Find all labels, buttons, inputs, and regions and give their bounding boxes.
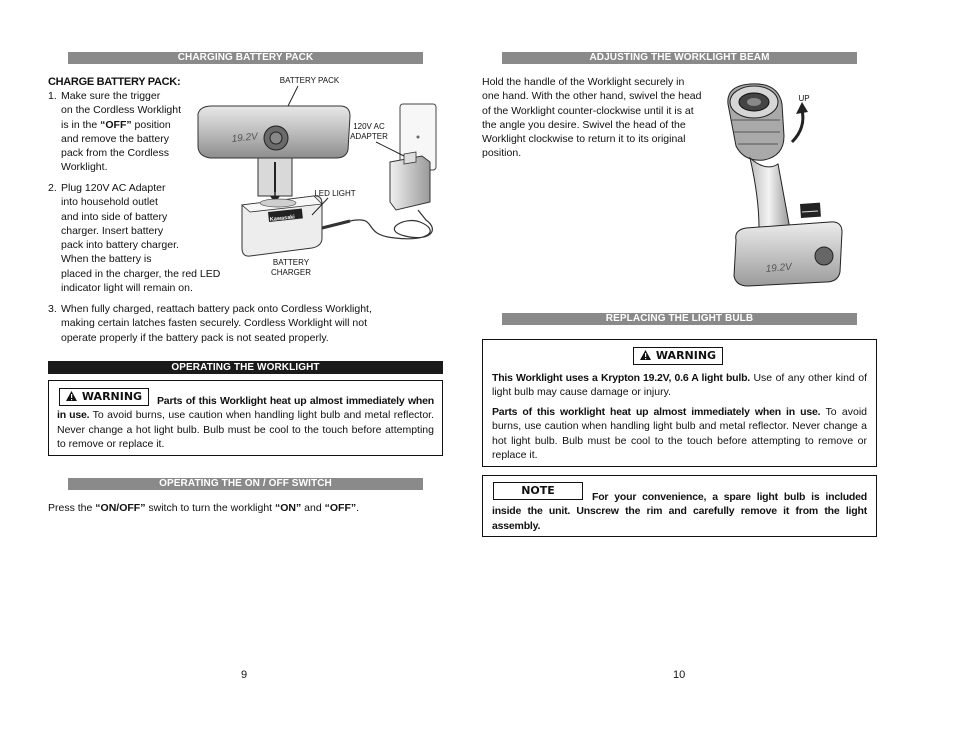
off-keyword: “OFF” bbox=[324, 502, 357, 514]
warning-bold-text: Parts of this Worklight heat up almost immediately when in use. bbox=[57, 395, 434, 422]
bulb-type-bold: This Worklight uses a Krypton 19.2V, 0.6 A light bulb. bbox=[492, 372, 751, 384]
step-1-line: on the Cordless Worklight bbox=[61, 104, 182, 117]
warning-text bbox=[57, 394, 434, 451]
adapter-label bbox=[340, 122, 398, 141]
step-2-number: 2. bbox=[48, 182, 57, 194]
adjust-line: Worklight clockwise to return it to its original bbox=[482, 133, 686, 146]
on-keyword: “ON” bbox=[275, 502, 302, 514]
step-1-line: Make sure the trigger bbox=[61, 90, 161, 102]
step-3-line: When fully charged, reattach battery pack onto Cordless Worklight, bbox=[61, 303, 372, 315]
adjust-line: of the Worklight counter-clockwise until it is at bbox=[482, 104, 694, 117]
warning-normal-text: To avoid burns, use caution when handling light bulb and metal reflector. Never change a hot light bulb. Bulb must be cool to the touch before attempting to remove or replace it. bbox=[57, 409, 435, 450]
page-number-left: 9 bbox=[241, 669, 248, 681]
bulb-parts-text bbox=[492, 405, 867, 462]
warning-badge-text: WARNING bbox=[81, 390, 143, 403]
step-2-line: into household outlet bbox=[61, 196, 158, 209]
adjust-line: the angle you desire. Swivel the head of the bbox=[482, 118, 686, 131]
bulb-warning-box bbox=[482, 339, 877, 467]
step-2-line: charger. Insert battery bbox=[61, 224, 164, 237]
adjusting-beam-text bbox=[482, 75, 722, 161]
warning-box bbox=[48, 380, 443, 456]
switch-instruction bbox=[48, 501, 359, 515]
step-2-line: indicator light will remain on. bbox=[61, 282, 193, 295]
warning-badge-text: WARNING bbox=[655, 349, 717, 362]
charge-battery-pack-title: CHARGE BATTERY PACK: bbox=[48, 76, 181, 88]
led-light-label: LED LIGHT bbox=[314, 189, 356, 198]
adjust-line: one hand. With the other hand, swivel the head bbox=[482, 90, 702, 103]
bulb-type-normal: Use of any other kind of light bulb may cause damage or injury. bbox=[492, 372, 867, 399]
bulb-parts-normal: To avoid burns, use caution when handling light bulb and metal reflector. Never change a hot light bulb. Bulb must be cool to the touch before attempting to remove or replace it. bbox=[492, 406, 867, 461]
worklight-voltage-mark: 19.2V bbox=[765, 261, 793, 275]
switch-text-part: switch to turn the worklight bbox=[145, 502, 276, 514]
note-box bbox=[482, 475, 877, 537]
charger-brand-mark: Kawasaki bbox=[269, 214, 296, 223]
step-3-line: making certain latches fasten securely. Cordless Worklight will not bbox=[61, 317, 367, 330]
adapter-label-line: 120V AC bbox=[353, 122, 385, 131]
charging-battery-pack-header: CHARGING BATTERY PACK bbox=[68, 52, 423, 64]
battery-pack-label: BATTERY PACK bbox=[279, 76, 340, 85]
step-1-line: Worklight. bbox=[61, 161, 108, 174]
replacing-bulb-header: REPLACING THE LIGHT BULB bbox=[502, 313, 857, 325]
warning-badge bbox=[633, 347, 723, 365]
step-1-line: and remove the battery bbox=[61, 132, 169, 145]
step-1-line-post: position bbox=[131, 118, 171, 131]
note-badge: NOTE bbox=[493, 482, 583, 500]
battery-charger-label bbox=[262, 258, 320, 277]
adjust-line: position. bbox=[482, 147, 522, 160]
charger-label-line: CHARGER bbox=[270, 267, 311, 277]
step-2-line: placed in the charger, the red LED bbox=[61, 267, 221, 280]
note-text: For your convenience, a spare light bulb is included inside the unit. Unscrew the rim and carefully remove it from the light assembly. bbox=[492, 491, 867, 532]
page-number-right: 10 bbox=[673, 669, 686, 681]
step-3-text bbox=[61, 302, 431, 345]
up-label: UP bbox=[798, 94, 810, 103]
on-off-keyword: “ON/OFF” bbox=[95, 502, 146, 514]
switch-text-part: and bbox=[301, 502, 325, 514]
step-1-line: pack from the Cordless bbox=[61, 147, 169, 160]
warning-triangle-icon bbox=[640, 350, 651, 360]
step-2-line: Plug 120V AC Adapter bbox=[61, 182, 166, 194]
bulb-parts-bold: Parts of this worklight heat up almost immediately when in use. bbox=[492, 406, 821, 418]
step-2-line: and into side of battery bbox=[61, 210, 168, 223]
worklight-diagram bbox=[722, 80, 852, 290]
charging-diagram bbox=[190, 70, 445, 280]
switch-text-part: Press the bbox=[48, 502, 96, 514]
step-3-line: operate properly if the battery pack is not seated properly. bbox=[61, 331, 329, 344]
step-3-number: 3. bbox=[48, 303, 57, 315]
step-1-line-pre: is in the bbox=[61, 118, 101, 131]
on-off-switch-header: OPERATING THE ON / OFF SWITCH bbox=[68, 478, 423, 490]
battery-voltage-mark: 19.2V bbox=[231, 131, 259, 145]
adjust-line: Hold the handle of the Worklight securely in bbox=[482, 76, 685, 88]
note-text-wrap bbox=[492, 490, 867, 533]
step-2-line: pack into battery charger. bbox=[61, 239, 179, 252]
adapter-label-line: ADAPTER bbox=[350, 131, 388, 141]
operating-worklight-header: OPERATING THE WORKLIGHT bbox=[48, 361, 443, 374]
bulb-type-text bbox=[492, 371, 867, 400]
step-2-line: When the battery is bbox=[61, 253, 152, 266]
off-keyword: “OFF” bbox=[100, 118, 132, 131]
adjusting-beam-header: ADJUSTING THE WORKLIGHT BEAM bbox=[502, 52, 857, 64]
charger-label-line: BATTERY bbox=[272, 258, 310, 267]
step-1-number: 1. bbox=[48, 90, 57, 102]
switch-text-part: . bbox=[356, 502, 360, 514]
